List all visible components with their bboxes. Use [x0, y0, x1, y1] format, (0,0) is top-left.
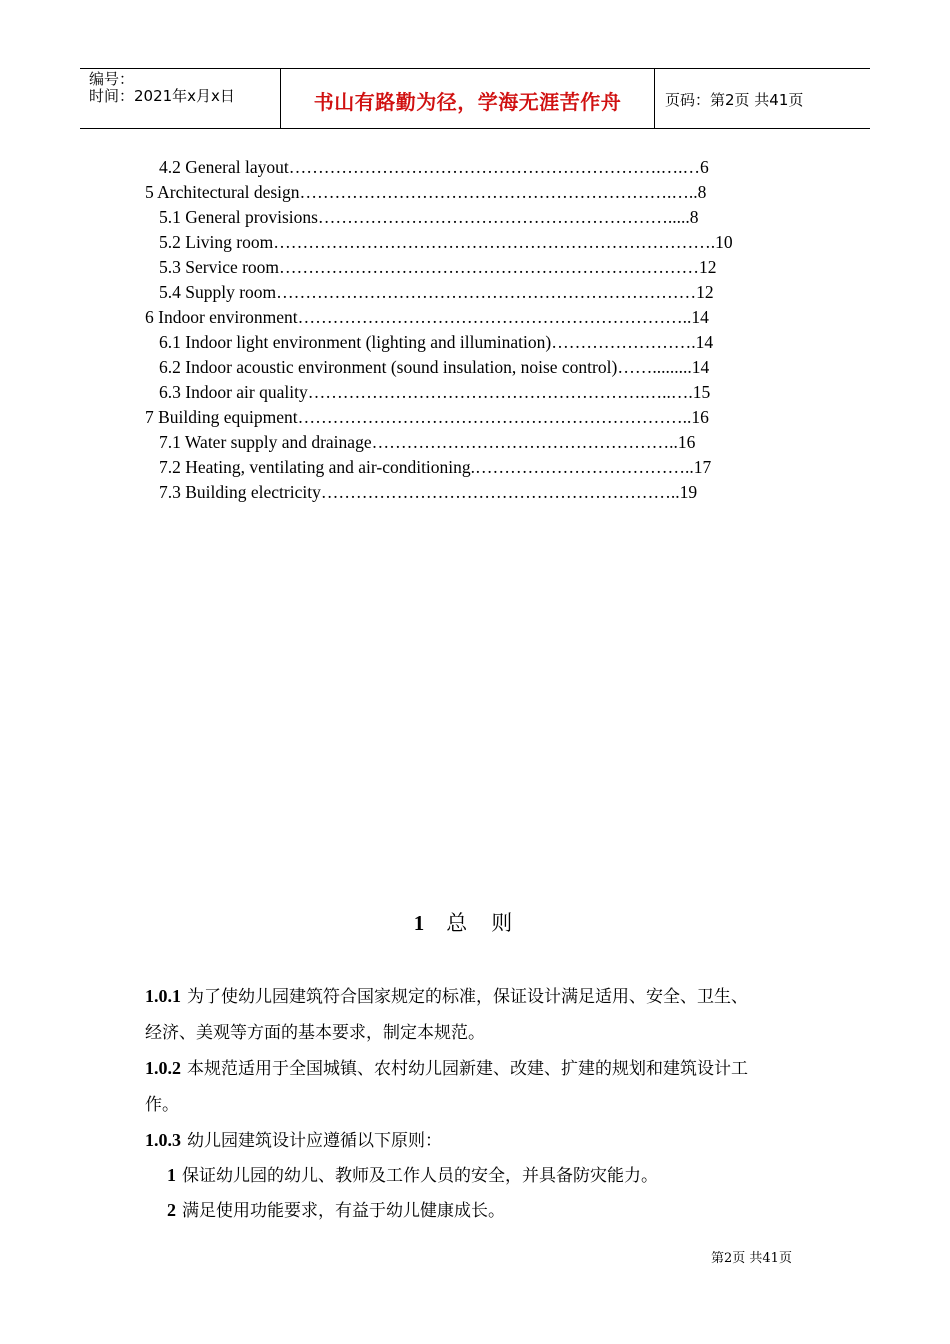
toc-entry-6[interactable]: 6 Indoor environment…………………………………………………………..14	[145, 307, 709, 327]
toc-entry-7-1[interactable]: 7.1 Water supply and drainage……………………………………………..16	[159, 432, 696, 452]
toc-entry-5-2[interactable]: 5.2 Living room………………………………………………………………….10	[159, 232, 733, 252]
toc-entry-4-2[interactable]: 4.2 General layout……………………………………………………….….…6	[159, 157, 709, 177]
list-item	[167, 1192, 505, 1229]
clause-1-0-3	[145, 1122, 815, 1159]
toc-entry-7[interactable]: 7 Building equipment…………………………………………………………..16	[145, 407, 709, 427]
serial-label: 编号：	[89, 70, 135, 88]
toc-entry-6-1[interactable]: 6.1 Indoor light environment (lighting and illumination)…………………….14	[159, 332, 714, 352]
chapter-title: 总则	[446, 911, 537, 935]
time-label: 时间：2021年x月x日	[89, 87, 235, 105]
motto-text: 书山有路勤为径，学海无涯苦作舟	[313, 90, 622, 114]
list-item	[167, 1157, 658, 1194]
toc-entry-5-4[interactable]: 5.4 Supply room………………………………………………………………12	[159, 282, 714, 302]
clause-text: 幼儿园建筑设计应遵循以下原则：	[187, 1131, 442, 1151]
toc-entry-5-1[interactable]: 5.1 General provisions…………………………………………………….....8	[159, 207, 699, 227]
header-motto-cell	[281, 69, 655, 128]
toc-entry-6-2[interactable]: 6.2 Indoor acoustic environment (sound insulation, noise control)…….........14	[159, 357, 710, 377]
item-number: 2	[167, 1200, 176, 1220]
page-footer: 第2页 共41页	[711, 1251, 792, 1266]
clause-number: 1.0.2	[145, 1058, 181, 1078]
chapter-heading	[0, 907, 950, 937]
chapter-number: 1	[413, 911, 425, 935]
item-text: 保证幼儿园的幼儿、教师及工作人员的安全，并具备防灾能力。	[182, 1166, 658, 1186]
page-info: 页码：第2页 共41页	[665, 91, 804, 109]
item-number: 1	[167, 1165, 176, 1185]
clause-number: 1.0.3	[145, 1130, 181, 1150]
toc-entry-7-2[interactable]: 7.2 Heating, ventilating and air-conditioning.………………………………..17	[159, 457, 712, 477]
header-meta	[80, 69, 281, 128]
clause-text-cont: 作。	[145, 1095, 179, 1115]
header-page-cell	[655, 69, 870, 128]
clause-1-0-1	[145, 978, 815, 1051]
toc-entry-7-3[interactable]: 7.3 Building electricity……………………………………………………..19	[159, 482, 698, 502]
item-text: 满足使用功能要求，有益于幼儿健康成长。	[182, 1201, 505, 1221]
clause-text: 为了使幼儿园建筑符合国家规定的标准，保证设计满足适用、安全、卫生、	[187, 987, 748, 1007]
toc-entry-5-3[interactable]: 5.3 Service room………………………………………………………………12	[159, 257, 717, 277]
clause-text: 本规范适用于全国城镇、农村幼儿园新建、改建、扩建的规划和建筑设计工	[187, 1059, 748, 1079]
toc-entry-6-3[interactable]: 6.3 Indoor air quality………………………………………………….…..….15	[159, 382, 711, 402]
page-header	[80, 68, 870, 129]
clause-1-0-2	[145, 1050, 815, 1123]
toc-entry-5[interactable]: 5 Architectural design……………………………………………………….…..8	[145, 182, 707, 202]
clause-text-cont: 经济、美观等方面的基本要求，制定本规范。	[145, 1023, 485, 1043]
clause-number: 1.0.1	[145, 986, 181, 1006]
